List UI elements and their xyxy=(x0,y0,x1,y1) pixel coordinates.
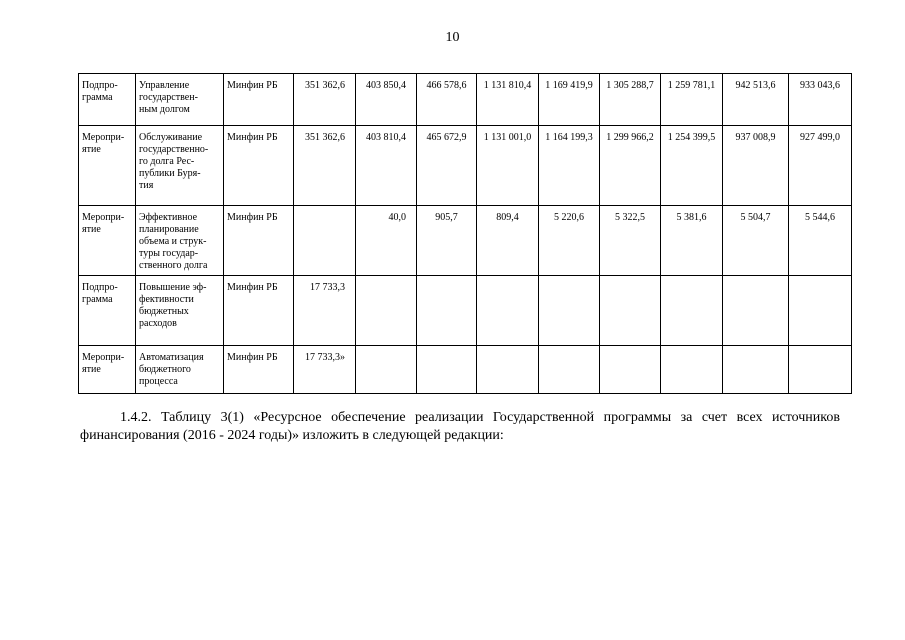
value-cell: 933 043,6 xyxy=(789,74,852,126)
value-cell: 17 733,3» xyxy=(294,346,356,394)
table-row xyxy=(79,276,852,346)
row-name-cell: Автоматизация бюджетного процесса xyxy=(136,346,224,394)
value-cell xyxy=(661,346,723,394)
value-cell: 403 810,4 xyxy=(356,126,417,206)
row-name-cell: Эффективное планирование объема и струк- туры государ- ственного долга xyxy=(136,206,224,276)
value-cell: 1 254 399,5 xyxy=(661,126,723,206)
value-cell: 351 362,6 xyxy=(294,126,356,206)
executor-cell: Минфин РБ xyxy=(224,276,294,346)
table-row xyxy=(79,206,852,276)
value-cell xyxy=(661,276,723,346)
value-cell xyxy=(723,276,789,346)
value-cell xyxy=(789,276,852,346)
table-row xyxy=(79,74,852,126)
value-cell: 1 131 810,4 xyxy=(477,74,539,126)
value-cell xyxy=(356,346,417,394)
executor-cell: Минфин РБ xyxy=(224,206,294,276)
value-cell xyxy=(723,346,789,394)
value-cell: 5 381,6 xyxy=(661,206,723,276)
value-cell: 351 362,6 xyxy=(294,74,356,126)
value-cell: 5 322,5 xyxy=(600,206,661,276)
value-cell xyxy=(294,206,356,276)
executor-cell: Минфин РБ xyxy=(224,346,294,394)
value-cell: 5 220,6 xyxy=(539,206,600,276)
value-cell xyxy=(789,346,852,394)
value-cell: 5 504,7 xyxy=(723,206,789,276)
value-cell xyxy=(477,276,539,346)
budget-table-body xyxy=(79,74,852,394)
row-type-cell: Меропри- ятие xyxy=(79,206,136,276)
value-cell xyxy=(417,346,477,394)
value-cell: 905,7 xyxy=(417,206,477,276)
value-cell xyxy=(539,346,600,394)
value-cell: 927 499,0 xyxy=(789,126,852,206)
value-cell: 1 164 199,3 xyxy=(539,126,600,206)
value-cell xyxy=(600,276,661,346)
row-type-cell: Подпро- грамма xyxy=(79,276,136,346)
budget-table xyxy=(78,73,852,394)
value-cell: 942 513,6 xyxy=(723,74,789,126)
value-cell: 40,0 xyxy=(356,206,417,276)
table-row xyxy=(79,126,852,206)
page-number: 10 xyxy=(445,30,460,45)
row-name-cell: Повышение эф- фективности бюджетных расходов xyxy=(136,276,224,346)
value-cell: 17 733,3 xyxy=(294,276,356,346)
row-name-cell: Обслуживание государственно- го долга Рес- публики Буря- тия xyxy=(136,126,224,206)
value-cell: 466 578,6 xyxy=(417,74,477,126)
value-cell xyxy=(539,276,600,346)
body-paragraph: 1.4.2. Таблицу 3(1) «Ресурсное обеспечение реализации Государственной программы за счет всех источников финансирования (2016 - 2024 годы)» изложить в следующей редакции: xyxy=(80,410,840,443)
value-cell: 937 008,9 xyxy=(723,126,789,206)
table-row xyxy=(79,346,852,394)
value-cell: 1 131 001,0 xyxy=(477,126,539,206)
row-name-cell: Управление государствен- ным долгом xyxy=(136,74,224,126)
value-cell: 5 544,6 xyxy=(789,206,852,276)
executor-cell: Минфин РБ xyxy=(224,126,294,206)
value-cell: 403 850,4 xyxy=(356,74,417,126)
value-cell: 1 299 966,2 xyxy=(600,126,661,206)
value-cell: 1 305 288,7 xyxy=(600,74,661,126)
value-cell: 1 169 419,9 xyxy=(539,74,600,126)
value-cell xyxy=(417,276,477,346)
row-type-cell: Меропри- ятие xyxy=(79,126,136,206)
value-cell xyxy=(356,276,417,346)
executor-cell: Минфин РБ xyxy=(224,74,294,126)
row-type-cell: Меропри- ятие xyxy=(79,346,136,394)
value-cell xyxy=(600,346,661,394)
row-type-cell: Подпро- грамма xyxy=(79,74,136,126)
value-cell: 809,4 xyxy=(477,206,539,276)
value-cell: 1 259 781,1 xyxy=(661,74,723,126)
value-cell: 465 672,9 xyxy=(417,126,477,206)
value-cell xyxy=(477,346,539,394)
